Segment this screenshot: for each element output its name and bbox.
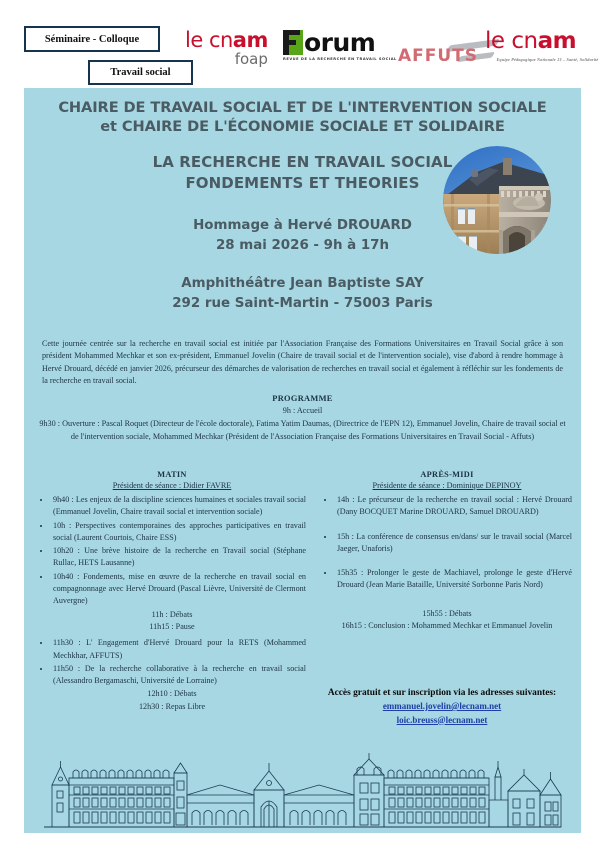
subtitle-line-2: FONDEMENTS ET THEORIES [185, 174, 420, 192]
cnam-epn-am: am [537, 28, 577, 54]
session-item: • 10h : Perspectives contemporaines des approches participatives en travail social (Laurent Courtois, Chaire ESS) [51, 520, 306, 545]
session-item: • 15h : La conférence de consensus en/dans/ sur le travail social (Marcel Jaeger, Unaforis) [335, 531, 572, 556]
morning-break-debats: 11h : Débats [151, 609, 193, 619]
session-item: • 14h : Le précurseur de la recherche en travail social : Hervé Drouard (Dany BOCQUET Marine DROUARD, Samuel DROUARD) [335, 494, 572, 519]
cnam-am: am [232, 28, 268, 52]
morning-session-list-1 [38, 494, 306, 608]
access-block [320, 686, 564, 727]
logo-cnam-epn13 [485, 30, 605, 62]
building-line-illustration [24, 745, 581, 833]
logo-forum [283, 27, 397, 61]
afternoon-session-list [322, 494, 572, 592]
tag-travail-social-label: Travail social [110, 67, 171, 78]
afternoon-heading: APRÈS-MIDI [420, 470, 474, 479]
afternoon-conclusion: 16h15 : Conclusion : Mohammed Mechkar et Emmanuel Jovelin [341, 621, 553, 631]
forum-f-icon [283, 30, 303, 55]
forum-wordmark [283, 29, 393, 55]
venue-block [24, 274, 581, 314]
afternoon-debats: 15h55 : Débats [422, 608, 472, 618]
title-line-2: et CHAIRE DE L'ÉCONOMIE SOCIALE ET SOLIDAIRE [100, 118, 505, 135]
afternoon-chair: Présidente de séance : Dominique DEPINOY [372, 481, 522, 490]
venue-address: 292 rue Saint-Martin - 75003 Paris [172, 296, 433, 311]
cnam-epn-wordmark [485, 30, 605, 53]
programme-ouverture: 9h30 : Ouverture : Pascal Roquet (Directeur de l'école doctorale), Fatima Yatim Daumas, (Directrice de l'EPN 12), Emmanuel Jovelin, Chaire de travail social et de l'intervention sociale, Mohammed Mechkar (Président de l'Association Française des Formations Universitaires en Travail Social - Affuts) [39, 419, 566, 441]
foap-label: foap [234, 50, 268, 68]
cnam-cn: cn [208, 28, 233, 52]
cnam-wordmark [185, 30, 268, 51]
programme-accueil: 9h : Accueil [282, 406, 323, 415]
title-line-1: CHAIRE DE TRAVAIL SOCIAL ET DE L'INTERVENTION SOCIALE [58, 99, 547, 116]
session-item: • 9h40 : Les enjeux de la discipline sciences humaines et sociales travail social (Emmanuel Jovelin, Chaire travail social et intervention sociale) [51, 494, 306, 519]
morning-heading: MATIN [157, 470, 187, 479]
morning-column [38, 470, 306, 713]
logo-row [185, 20, 600, 78]
cnam-epn-cn: cn [511, 28, 538, 54]
session-item: • 10h40 : Fondements, mise en œuvre de la recherche en travail social en compagnonnage avec Hervé Drouard (Pascal Lièvre, Université de Clermont Auvergne) [51, 571, 306, 608]
cnam-le: le [185, 28, 209, 52]
morning-session-list-2 [38, 637, 306, 687]
logo-cnam-foap [185, 30, 268, 68]
morning-break-debats-2: 12h10 : Débats [147, 689, 197, 699]
session-item: • 15h35 : Prolonger le geste de Machiavel, prolonge le geste d'Hervé Drouard (Jean Marie Bataille, Université Sorbonne Paris Nord) [335, 567, 572, 592]
email-link-jovelin[interactable]: emmanuel.jovelin@lecnam.net [382, 701, 502, 711]
session-item: • 11h50 : De la recherche collaborative à la recherche en travail social (Alessandro Bergamaschi, Université de Lorraine) [51, 663, 306, 688]
session-item: • 11h30 : L' Engagement d'Hervé Drouard pour la RETS (Mohammed Mechkhar, AFFUTS) [51, 637, 306, 662]
subtitle-line-1: LA RECHERCHE EN TRAVAIL SOCIAL [152, 153, 453, 171]
cnam-epn-subtitle: Equipe Pédagogique Nationale 13 – Santé, Solidarité [496, 57, 599, 62]
poster-header [0, 0, 605, 88]
email-link-breuss[interactable]: loic.breuss@lecnam.net [396, 714, 488, 725]
forum-subtitle: REVUE DE LA RECHERCHE EN TRAVAIL SOCIAL [283, 57, 397, 61]
morning-break-pause: 11h15 : Pause [149, 621, 195, 631]
hommage-line: Hommage à Hervé DROUARD [193, 218, 412, 233]
morning-chair: Président de séance : Didier FAVRE [112, 481, 232, 490]
session-item: • 10h20 : Une brève histoire de la recherche en Travail social (Stéphane Rullac, HETS Lausanne) [51, 545, 306, 570]
building-photo [443, 146, 551, 254]
afternoon-column [322, 470, 572, 632]
cnam-epn-le: le [485, 28, 512, 54]
intro-paragraph: Cette journée centrée sur la recherche en travail social est initiée par l'Association Française des Formations Universitaires en Travail Social grâce à son président Mohammed Mechkar et son ex-président, Emmanuel Jovelin (Chaire de travail social et de l'intervention sociale), vise d'abord à rendre hommage à Hervé Drouard, décédé en janvier 2026, précurseur des démarches de valorisation de recherches en travail social et également à réfléchir sur les fondements de la recherche en travail social. [42, 339, 563, 386]
access-title: Accès gratuit et sur inscription via les adresses suivantes: [327, 688, 557, 698]
poster-body [24, 88, 581, 833]
forum-rest-label: orum [304, 27, 376, 57]
tag-travail-social [88, 60, 193, 85]
date-line: 28 mai 2026 - 9h à 17h [215, 238, 390, 253]
morning-lunch: 12h30 : Repas Libre [138, 701, 206, 711]
programme-title: PROGRAMME [272, 394, 333, 403]
tag-seminaire-colloque [24, 26, 160, 52]
venue-name: Amphithéâtre Jean Baptiste SAY [181, 276, 424, 291]
affuts-label: AFFUTS [398, 46, 479, 66]
programme-block [38, 394, 567, 443]
tag-seminaire-label: Séminaire - Colloque [44, 33, 140, 45]
